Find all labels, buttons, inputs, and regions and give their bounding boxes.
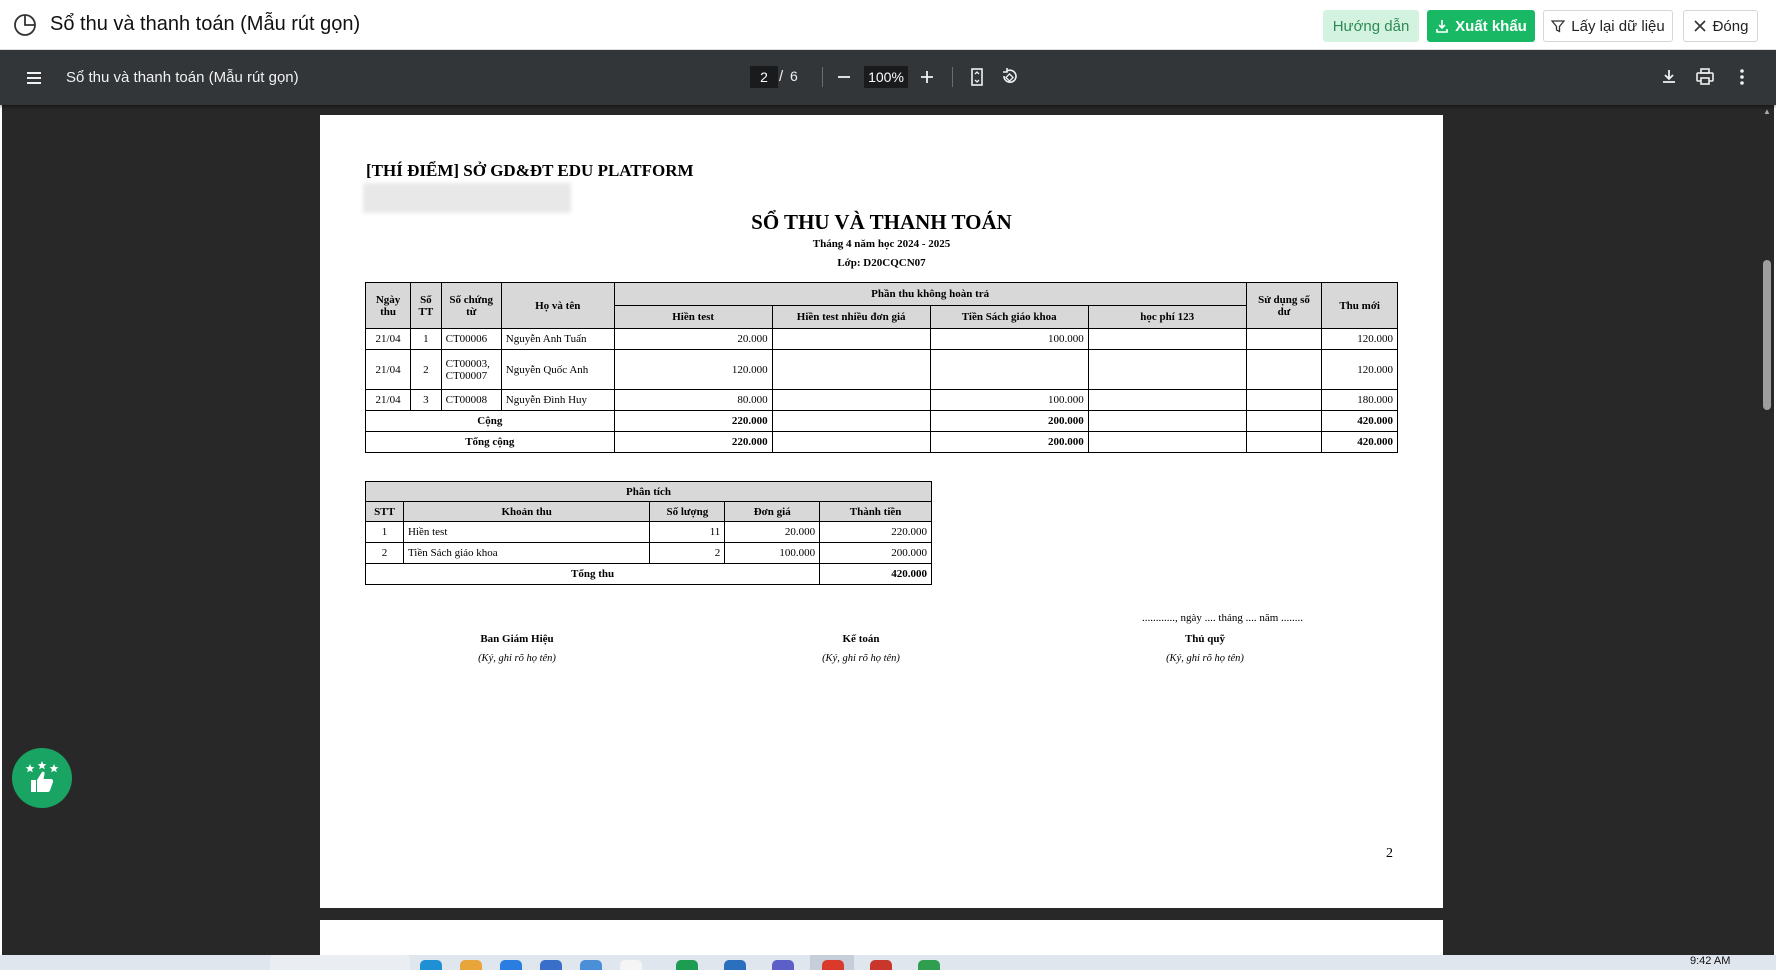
print-icon[interactable] <box>1695 67 1715 87</box>
cell-no: 2 <box>411 350 441 390</box>
signature-note: (Ký, ghi rõ họ tên) <box>822 653 900 664</box>
viewer-scrollbar[interactable] <box>1760 105 1774 955</box>
cell-amount <box>1088 329 1246 350</box>
cell-voucher: CT00008 <box>441 390 501 411</box>
analysis-total-label: Tổng thu <box>366 564 820 585</box>
cell-amount: 220.000 <box>820 522 932 543</box>
scroll-up-icon[interactable]: ▲ <box>1763 107 1771 116</box>
signature-title: Ban Giám Hiệu <box>480 633 554 645</box>
pdf-next-page <box>320 920 1443 955</box>
pdf-viewer-toolbar <box>0 50 1776 105</box>
pdf-page <box>320 115 1443 908</box>
table-row <box>366 390 1398 411</box>
analysis-title: Phân tích <box>366 482 932 502</box>
header-amount: Thành tiền <box>820 502 932 522</box>
income-table <box>365 282 1398 453</box>
cell-qty: 2 <box>650 543 725 564</box>
pdf-viewer-area[interactable] <box>2 105 1774 955</box>
cell-amount: 100.000 <box>930 329 1088 350</box>
reload-data-button-label: Lấy lại dữ liệu <box>1571 17 1665 35</box>
app-title: Sổ thu và thanh toán (Mẫu rút gọn) <box>50 13 361 35</box>
cell-no: 3 <box>411 390 441 411</box>
scrollbar-thumb[interactable] <box>1763 260 1771 410</box>
total-amount <box>772 432 930 453</box>
rotate-icon[interactable] <box>999 67 1019 87</box>
guide-button-label: Hướng dẫn <box>1332 17 1410 35</box>
signature-note: (Ký, ghi rõ họ tên) <box>1166 653 1244 664</box>
cell-balance <box>1246 329 1322 350</box>
signature-title: Kế toán <box>842 633 880 645</box>
cell-amount <box>772 329 930 350</box>
page-separator: / <box>779 68 784 85</box>
cell-item: Hiền test <box>403 522 649 543</box>
total-balance <box>1246 432 1322 453</box>
taskbar-app-icon[interactable] <box>540 960 562 970</box>
header-new-income: Thu mới <box>1322 283 1398 329</box>
table-row <box>366 329 1398 350</box>
taskbar-app-icon[interactable] <box>870 960 892 970</box>
table-row <box>366 350 1398 390</box>
filter-icon <box>1551 19 1565 33</box>
export-icon <box>1435 19 1449 33</box>
header-balance: Sử dụng số dư <box>1246 283 1322 329</box>
taskbar-app-icon[interactable] <box>724 960 746 970</box>
close-button-label: Đóng <box>1712 17 1749 35</box>
viewer-doc-title: Sổ thu và thanh toán (Mẫu rút gọn) <box>66 69 299 86</box>
zoom-out-icon[interactable] <box>835 68 853 86</box>
org-name: [THÍ ĐIỂM] SỞ GD&ĐT EDU PLATFORM <box>366 161 694 180</box>
close-icon <box>1693 19 1707 33</box>
subtotal-new-income: 420.000 <box>1322 411 1398 432</box>
cell-date: 21/04 <box>366 329 411 350</box>
taskbar-search[interactable] <box>270 955 410 970</box>
analysis-total-row <box>366 564 932 585</box>
fit-page-icon[interactable] <box>967 67 987 87</box>
total-amount: 220.000 <box>614 432 772 453</box>
document-title: SỔ THU VÀ THANH TOÁN <box>751 210 1012 234</box>
analysis-total-value: 420.000 <box>820 564 932 585</box>
analysis-table <box>365 481 932 585</box>
cell-no: 1 <box>411 329 441 350</box>
taskbar-app-icon[interactable] <box>772 960 794 970</box>
guide-button[interactable] <box>1323 10 1419 42</box>
cell-new-income: 120.000 <box>1322 329 1398 350</box>
cell-price: 100.000 <box>725 543 820 564</box>
header-stt: STT <box>366 502 404 522</box>
subtotal-amount <box>772 411 930 432</box>
subtotal-row <box>366 411 1398 432</box>
total-row <box>366 432 1398 453</box>
cell-qty: 11 <box>650 522 725 543</box>
cell-amount <box>1088 350 1246 390</box>
header-sub-2: Hiền test nhiều đơn giá <box>772 306 930 329</box>
app-header <box>0 0 1776 50</box>
taskbar-app-icon[interactable] <box>420 960 442 970</box>
close-button[interactable] <box>1683 10 1758 42</box>
header-qty: Số lượng <box>650 502 725 522</box>
signature-block <box>741 633 981 664</box>
export-button-label: Xuất khẩu <box>1455 17 1527 35</box>
os-taskbar <box>0 955 1776 970</box>
cell-voucher: CT00003, CT00007 <box>441 350 501 390</box>
header-name: Họ và tên <box>501 283 614 329</box>
cell-amount: 120.000 <box>614 350 772 390</box>
cell-new-income: 180.000 <box>1322 390 1398 411</box>
document-subtitle: Tháng 4 năm học 2024 - 2025 <box>812 238 951 250</box>
subtotal-amount: 200.000 <box>930 411 1088 432</box>
thumbs-up-stars-icon <box>22 758 62 798</box>
zoom-in-icon[interactable] <box>918 68 936 86</box>
cell-voucher: CT00006 <box>441 329 501 350</box>
cell-amount: 200.000 <box>820 543 932 564</box>
class-line: Lớp: D20CQCN07 <box>837 257 926 269</box>
page-number: 2 <box>1386 846 1393 861</box>
cell-amount: 100.000 <box>930 390 1088 411</box>
header-no: Số TT <box>411 283 441 329</box>
reload-data-button[interactable] <box>1543 10 1673 42</box>
header-date: Ngày thu <box>366 283 411 329</box>
cell-amount: 20.000 <box>614 329 772 350</box>
header-non-refundable: Phần thu không hoàn trả <box>614 283 1246 306</box>
subtotal-amount <box>1088 411 1246 432</box>
cell-balance <box>1246 350 1322 390</box>
cell-name: Nguyễn Đình Huy <box>501 390 614 411</box>
cell-name: Nguyễn Anh Tuấn <box>501 329 614 350</box>
cell-new-income: 120.000 <box>1322 350 1398 390</box>
taskbar-app-icon[interactable] <box>580 960 602 970</box>
taskbar-clock: 9:42 AM <box>1690 955 1731 967</box>
cell-amount <box>1088 390 1246 411</box>
cell-name: Nguyễn Quốc Anh <box>501 350 614 390</box>
page-number-input[interactable]: 2 <box>750 66 778 88</box>
total-pages: 6 <box>790 68 798 84</box>
taskbar-app-icon[interactable] <box>620 960 642 970</box>
taskbar-app-icon[interactable] <box>460 960 482 970</box>
more-icon[interactable] <box>1732 67 1752 87</box>
cell-item: Tiền Sách giáo khoa <box>403 543 649 564</box>
export-button[interactable] <box>1427 10 1535 42</box>
total-new-income: 420.000 <box>1322 432 1398 453</box>
total-amount <box>1088 432 1246 453</box>
subtotal-amount: 220.000 <box>614 411 772 432</box>
cell-date: 21/04 <box>366 390 411 411</box>
table-row <box>366 543 932 564</box>
cell-date: 21/04 <box>366 350 411 390</box>
cell-price: 20.000 <box>725 522 820 543</box>
table-row <box>366 522 932 543</box>
menu-icon[interactable] <box>24 68 44 88</box>
taskbar-app-icon[interactable] <box>500 960 522 970</box>
cell-amount: 80.000 <box>614 390 772 411</box>
cell-amount <box>772 350 930 390</box>
zoom-input[interactable]: 100% <box>864 66 908 88</box>
signature-note: (Ký, ghi rõ họ tên) <box>478 653 556 664</box>
date-line: ............, ngày .... tháng .... năm ........ <box>1142 612 1304 624</box>
cell-stt: 2 <box>366 543 404 564</box>
subtotal-label: Cộng <box>366 411 615 432</box>
cell-amount <box>930 350 1088 390</box>
cell-balance <box>1246 390 1322 411</box>
header-price: Đơn giá <box>725 502 820 522</box>
taskbar-app-icon[interactable] <box>918 960 940 970</box>
toolbar-divider <box>952 67 953 87</box>
total-amount: 200.000 <box>930 432 1088 453</box>
toolbar-divider <box>822 67 823 87</box>
subtotal-balance <box>1246 411 1322 432</box>
header-item: Khoản thu <box>403 502 649 522</box>
header-sub-3: Tiền Sách giáo khoa <box>930 306 1088 329</box>
cell-amount <box>772 390 930 411</box>
header-sub-4: học phí 123 <box>1088 306 1246 329</box>
total-label: Tổng cộng <box>366 432 615 453</box>
header-voucher: Số chứng từ <box>441 283 501 329</box>
taskbar-app-icon[interactable] <box>676 960 698 970</box>
signature-title: Thủ quỹ <box>1184 633 1226 645</box>
redacted-text <box>363 183 571 213</box>
download-icon[interactable] <box>1659 67 1679 87</box>
feedback-button[interactable] <box>12 748 72 808</box>
report-pie-icon <box>12 12 38 38</box>
signature-block <box>397 633 637 664</box>
header-sub-1: Hiền test <box>614 306 772 329</box>
cell-stt: 1 <box>366 522 404 543</box>
signature-block <box>1085 633 1325 664</box>
taskbar-app-icon[interactable] <box>822 960 844 970</box>
